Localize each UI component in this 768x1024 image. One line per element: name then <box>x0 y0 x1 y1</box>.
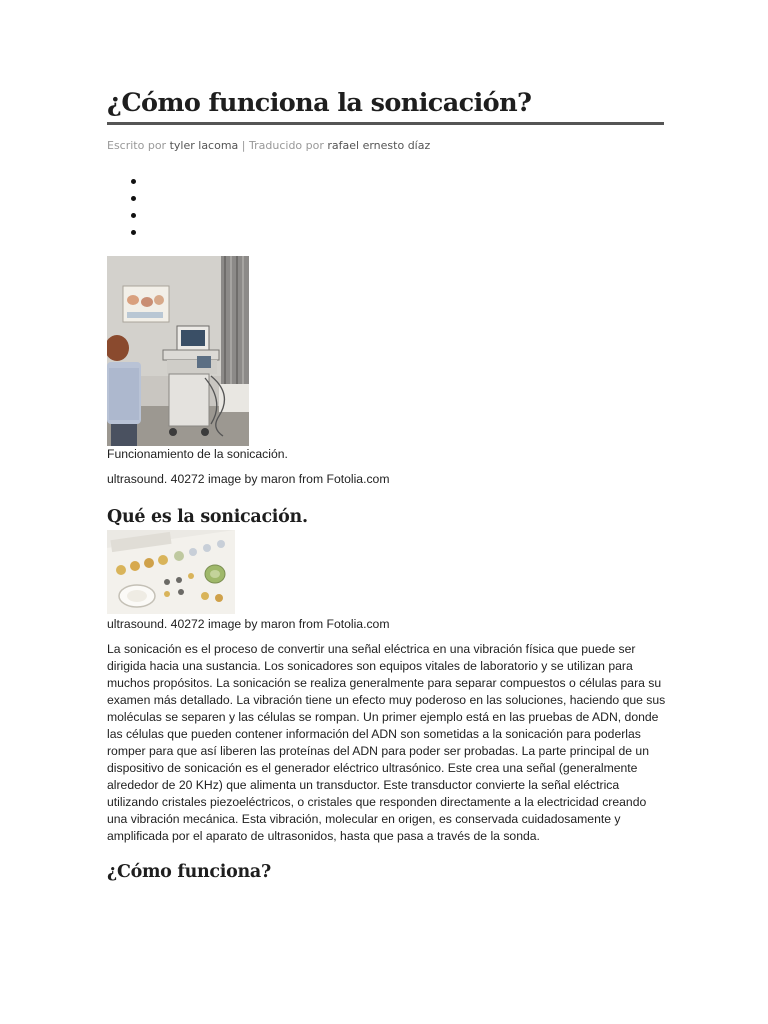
byline-written-prefix: Escrito por <box>107 139 167 152</box>
figure-caption: Funcionamiento de la sonicación. <box>107 447 288 461</box>
article-title: ¿Cómo funciona la sonicación? <box>107 88 532 118</box>
share-list <box>131 172 151 240</box>
byline-translated-prefix: Traducido por <box>249 139 324 152</box>
byline <box>107 139 430 152</box>
title-divider <box>107 122 664 125</box>
share-list-item[interactable] <box>131 223 151 240</box>
figure-credit: ultrasound. 40272 image by maron from Fotolia.com <box>107 617 390 631</box>
section-heading: ¿Cómo funciona? <box>107 862 271 882</box>
control-panel-photo <box>107 530 235 614</box>
ultrasound-room-photo <box>107 256 249 446</box>
share-list-item[interactable] <box>131 172 151 189</box>
figure-credit: ultrasound. 40272 image by maron from Fotolia.com <box>107 472 390 486</box>
share-list-item[interactable] <box>131 189 151 206</box>
byline-separator: | <box>241 139 246 152</box>
share-list-item[interactable] <box>131 206 151 223</box>
body-paragraph: La sonicación es el proceso de convertir una señal eléctrica en una vibración física que puede ser dirigida hacia una sustancia. Los sonicadores son equipos vitales de laboratorio y se utilizan para muchos propósitos. La sonicación se realiza generalmente para separar compuestos o células para su examen más detallado. La vibración tiene un efecto muy poderoso en las soluciones, haciendo que sus moléculas se separen y las células se rompan. Un primer ejemplo está en las pruebas de ADN, donde las células que pueden contener información del ADN son sometidas a la sonicación para poderlas romper para que así liberen las proteínas del ADN para poder ser probadas. La parte principal de un dispositivo de sonicación es el generador eléctrico ultrasónico. Este crea una señal (generalmente alrededor de 20 KHz) que alimenta un transductor. Este transductor convierte la señal eléctrica utilizando cristales piezoeléctricos, o cristales que responden directamente a la electricidad creando una vibración mecánica. Esta vibración, molecular en origen, es conservada cuidadosamente y amplificada por el aparato de ultrasonidos, hasta que pasa a través de la sonda. <box>107 642 666 843</box>
author-link[interactable]: tyler lacoma <box>169 139 239 152</box>
translator-link[interactable]: rafael ernesto díaz <box>327 139 431 152</box>
section-heading: Qué es la sonicación. <box>107 507 308 527</box>
